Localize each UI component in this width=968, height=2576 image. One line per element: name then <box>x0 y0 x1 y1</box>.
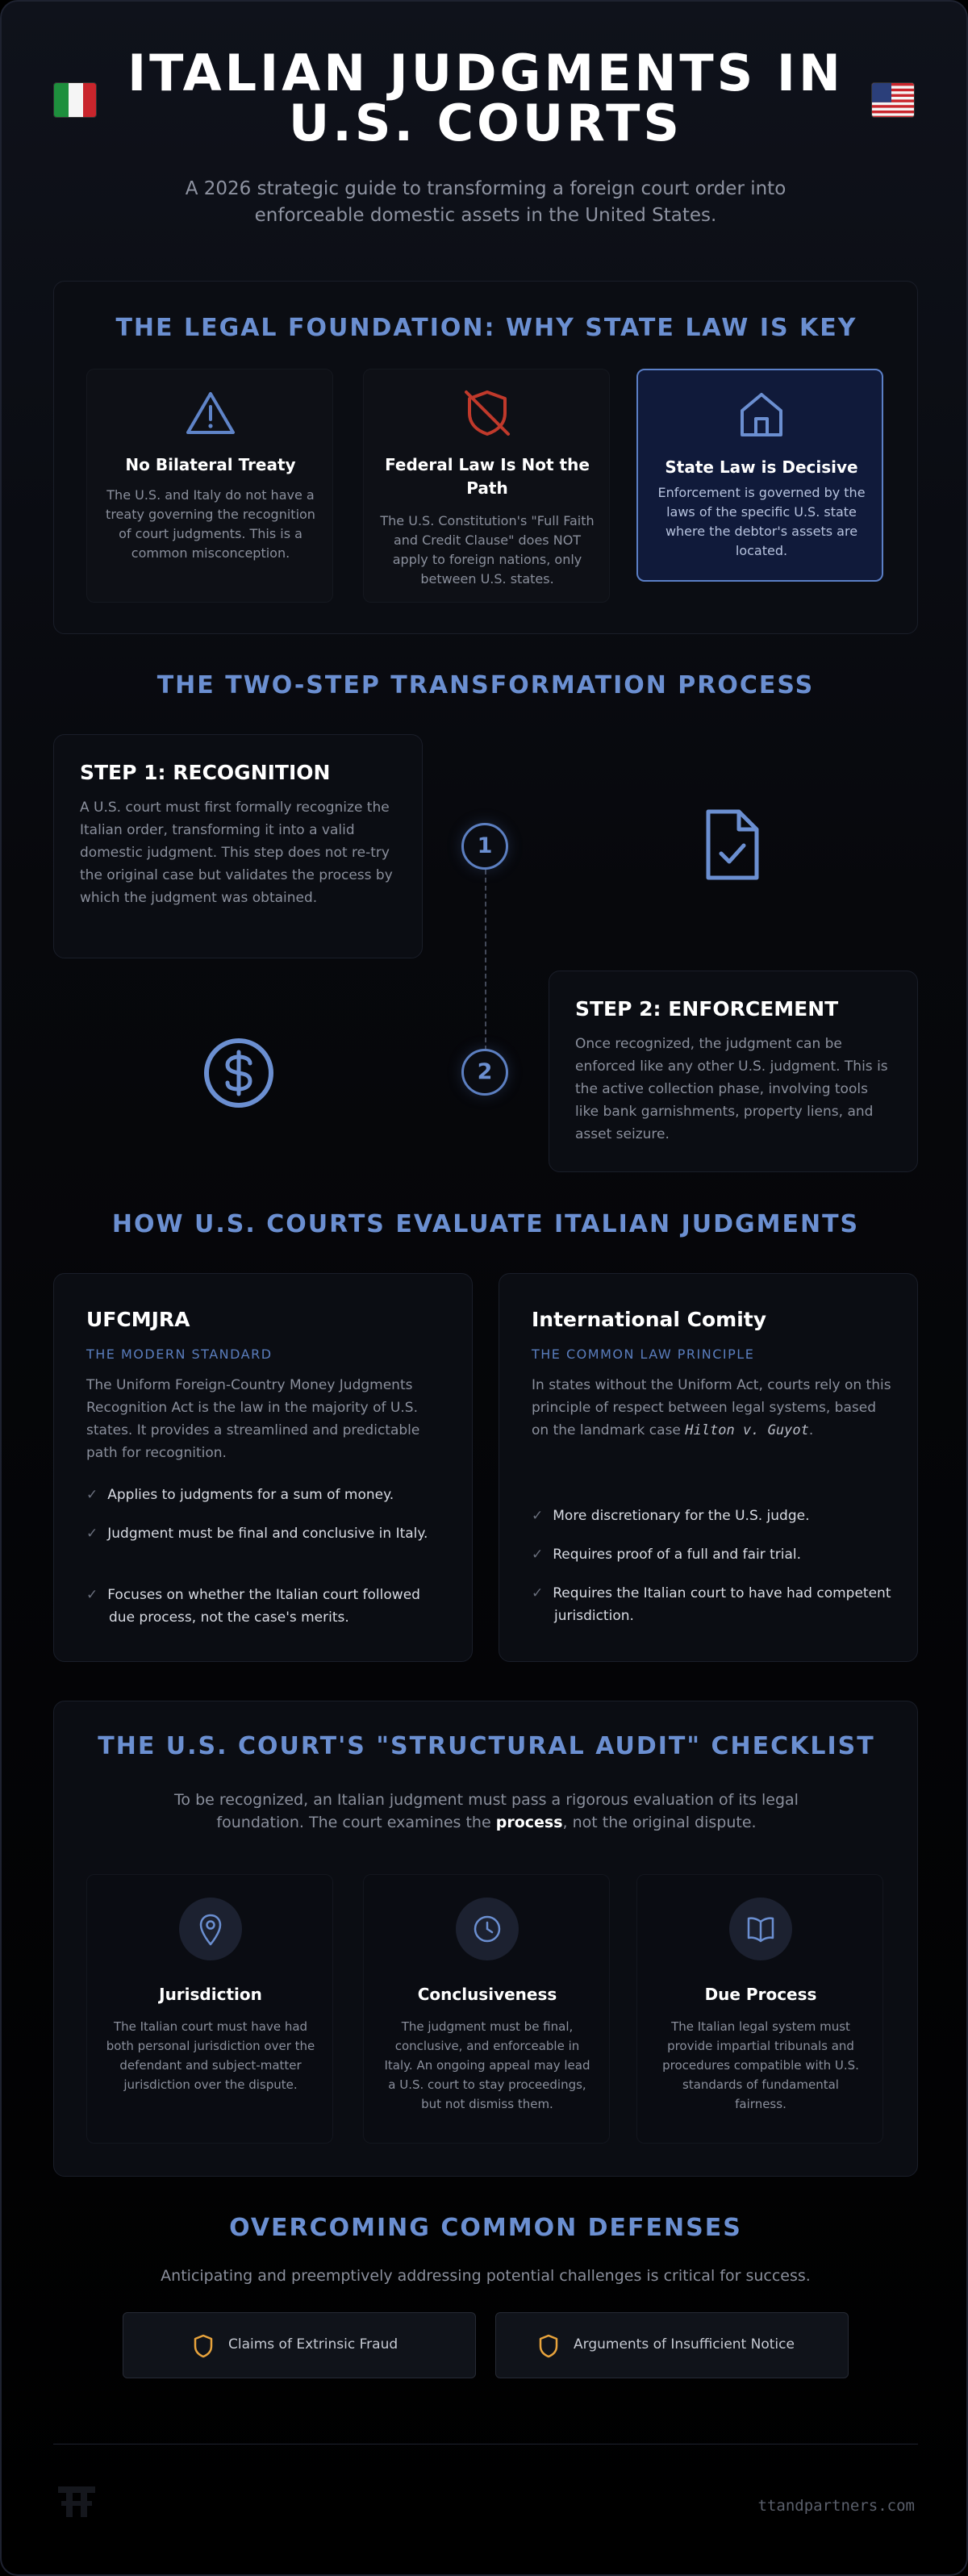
step1-card <box>53 734 423 958</box>
evaluate-heading: HOW U.S. COURTS EVALUATE ITALIAN JUDGMENTS <box>111 1210 860 1238</box>
step1-number: 1 <box>461 823 508 870</box>
ufcmjra-card <box>53 1273 473 1662</box>
foundation-panel <box>53 281 918 634</box>
foundation-card-title: Federal Law Is Not the Path <box>385 455 590 498</box>
home-icon <box>736 390 787 441</box>
audit-card <box>86 1874 333 2144</box>
defenses-intro: Anticipating and preemptively addressing potential challenges is critical for success. <box>161 2267 811 2285</box>
audit-card-text: The Italian legal system must provide impartial tribunals and procedures compatible with U.S. standards of fundamental fairness. <box>662 2019 859 2111</box>
foundation-card-text: The U.S. Constitution's "Full Faith and Credit Clause" does NOT apply to foreign nations, only between U.S. states. <box>380 513 595 587</box>
step2-title: STEP 2: ENFORCEMENT <box>575 997 839 1021</box>
clock-icon <box>456 1898 519 1960</box>
defense-item <box>495 2312 849 2378</box>
map-pin-icon <box>179 1898 242 1960</box>
defenses-heading: OVERCOMING COMMON DEFENSES <box>229 2214 742 2242</box>
defense-label: Claims of Extrinsic Fraud <box>228 2336 398 2353</box>
foundation-card-highlighted <box>636 369 883 582</box>
open-book-icon <box>729 1898 792 1960</box>
ufcmjra-subtitle: THE MODERN STANDARD <box>86 1346 273 1362</box>
shield-icon <box>193 2334 214 2362</box>
italy-flag-icon <box>53 82 97 118</box>
ufcmjra-title: UFCMJRA <box>86 1308 190 1331</box>
check-icon: ✓ <box>532 1547 544 1563</box>
audit-heading: THE U.S. COURT'S "STRUCTURAL AUDIT" CHECKLIST <box>98 1732 875 1760</box>
audit-card-title: Due Process <box>704 1985 817 2004</box>
file-check-icon <box>702 808 761 886</box>
check-item: ✓ Applies to judgments for a sum of money. <box>86 1487 394 1503</box>
page-title: ITALIAN JUDGMENTS IN U.S. COURTS <box>127 44 844 152</box>
audit-card-text: The Italian court must have had both personal jurisdiction over the defendant and subject-matter jurisdiction over the dispute. <box>106 2019 315 2092</box>
defense-label: Arguments of Insufficient Notice <box>574 2336 795 2353</box>
warning-triangle-icon <box>185 390 236 439</box>
foundation-heading: THE LEGAL FOUNDATION: WHY STATE LAW IS KEY <box>115 314 857 342</box>
step1-text: A U.S. court must first formally recognize the Italian order, transforming it into a valid domestic judgment. This step does not re-try the original case but validates the process by which the judgment was obtained. <box>80 800 393 906</box>
audit-card-title: Conclusiveness <box>417 1985 557 2004</box>
foundation-card-title: State Law is Decisive <box>665 457 858 477</box>
timeline-connector <box>485 870 486 1050</box>
ufcmjra-text: The Uniform Foreign-Country Money Judgments Recognition Act is the law in the majority of U.S. states. It provides a streamlined and predictable path for recognition. <box>86 1377 420 1461</box>
audit-card <box>363 1874 610 2144</box>
check-icon: ✓ <box>532 1508 544 1524</box>
check-item: ✓ Focuses on whether the Italian court followed due process, not the case's merits. <box>86 1587 420 1626</box>
check-icon: ✓ <box>532 1585 544 1601</box>
check-item: ✓ Requires proof of a full and fair trial. <box>532 1547 802 1563</box>
step1-title: STEP 1: RECOGNITION <box>80 761 331 784</box>
audit-card-text: The judgment must be final, conclusive, and enforceable in Italy. An ongoing appeal may lead a U.S. court to stay proceedings, but not dismiss them. <box>384 2019 590 2111</box>
dollar-coin-icon <box>203 1037 274 1112</box>
comity-card <box>499 1273 918 1662</box>
foundation-card-text: The U.S. and Italy do not have a treaty governing the recognition of court judgments. This is a common misconception. <box>106 487 315 561</box>
check-item: ✓ Requires the Italian court to have had competent jurisdiction. <box>532 1585 891 1624</box>
comity-title: International Comity <box>532 1308 767 1331</box>
step2-number: 2 <box>461 1049 508 1096</box>
check-icon: ✓ <box>86 1587 98 1603</box>
check-icon: ✓ <box>86 1526 98 1542</box>
footer-domain[interactable]: ttandpartners.com <box>757 2497 915 2515</box>
check-item: ✓ Judgment must be final and conclusive in Italy. <box>86 1526 428 1542</box>
foundation-card-title: No Bilateral Treaty <box>125 455 296 474</box>
foundation-card <box>86 369 333 603</box>
defense-item <box>123 2312 476 2378</box>
page-subtitle: A 2026 strategic guide to transforming a foreign court order into enforceable domestic assets in the United States. <box>185 178 786 226</box>
process-heading: THE TWO-STEP TRANSFORMATION PROCESS <box>156 671 815 699</box>
comity-text: In states without the Uniform Act, courts rely on this principle of respect between legal systems, based on the landmark case Hilton v. Guyot. <box>532 1377 891 1438</box>
foundation-card <box>363 369 610 603</box>
step2-text: Once recognized, the judgment can be enforced like any other U.S. judgment. This is the active collection phase, involving tools like bank garnishments, property liens, and asset seizure. <box>575 1036 888 1142</box>
case-name: Hilton v. Guyot <box>685 1422 809 1438</box>
shield-off-icon <box>461 387 513 442</box>
step2-card <box>549 971 918 1172</box>
audit-panel <box>53 1701 918 2177</box>
audit-intro: To be recognized, an Italian judgment must pass a rigorous evaluation of its legal foundation. The court examines the process, not the original dispute. <box>174 1791 799 1831</box>
comity-subtitle: THE COMMON LAW PRINCIPLE <box>532 1346 755 1362</box>
audit-card-title: Jurisdiction <box>159 1985 262 2004</box>
firm-logo-icon <box>55 2482 98 2525</box>
shield-icon <box>538 2334 559 2362</box>
audit-card <box>636 1874 883 2144</box>
check-icon: ✓ <box>86 1487 98 1503</box>
usa-flag-icon <box>871 82 915 118</box>
foundation-card-text: Enforcement is governed by the laws of the specific U.S. state where the debtor's assets are located. <box>657 485 866 558</box>
check-item: ✓ More discretionary for the U.S. judge. <box>532 1508 810 1524</box>
